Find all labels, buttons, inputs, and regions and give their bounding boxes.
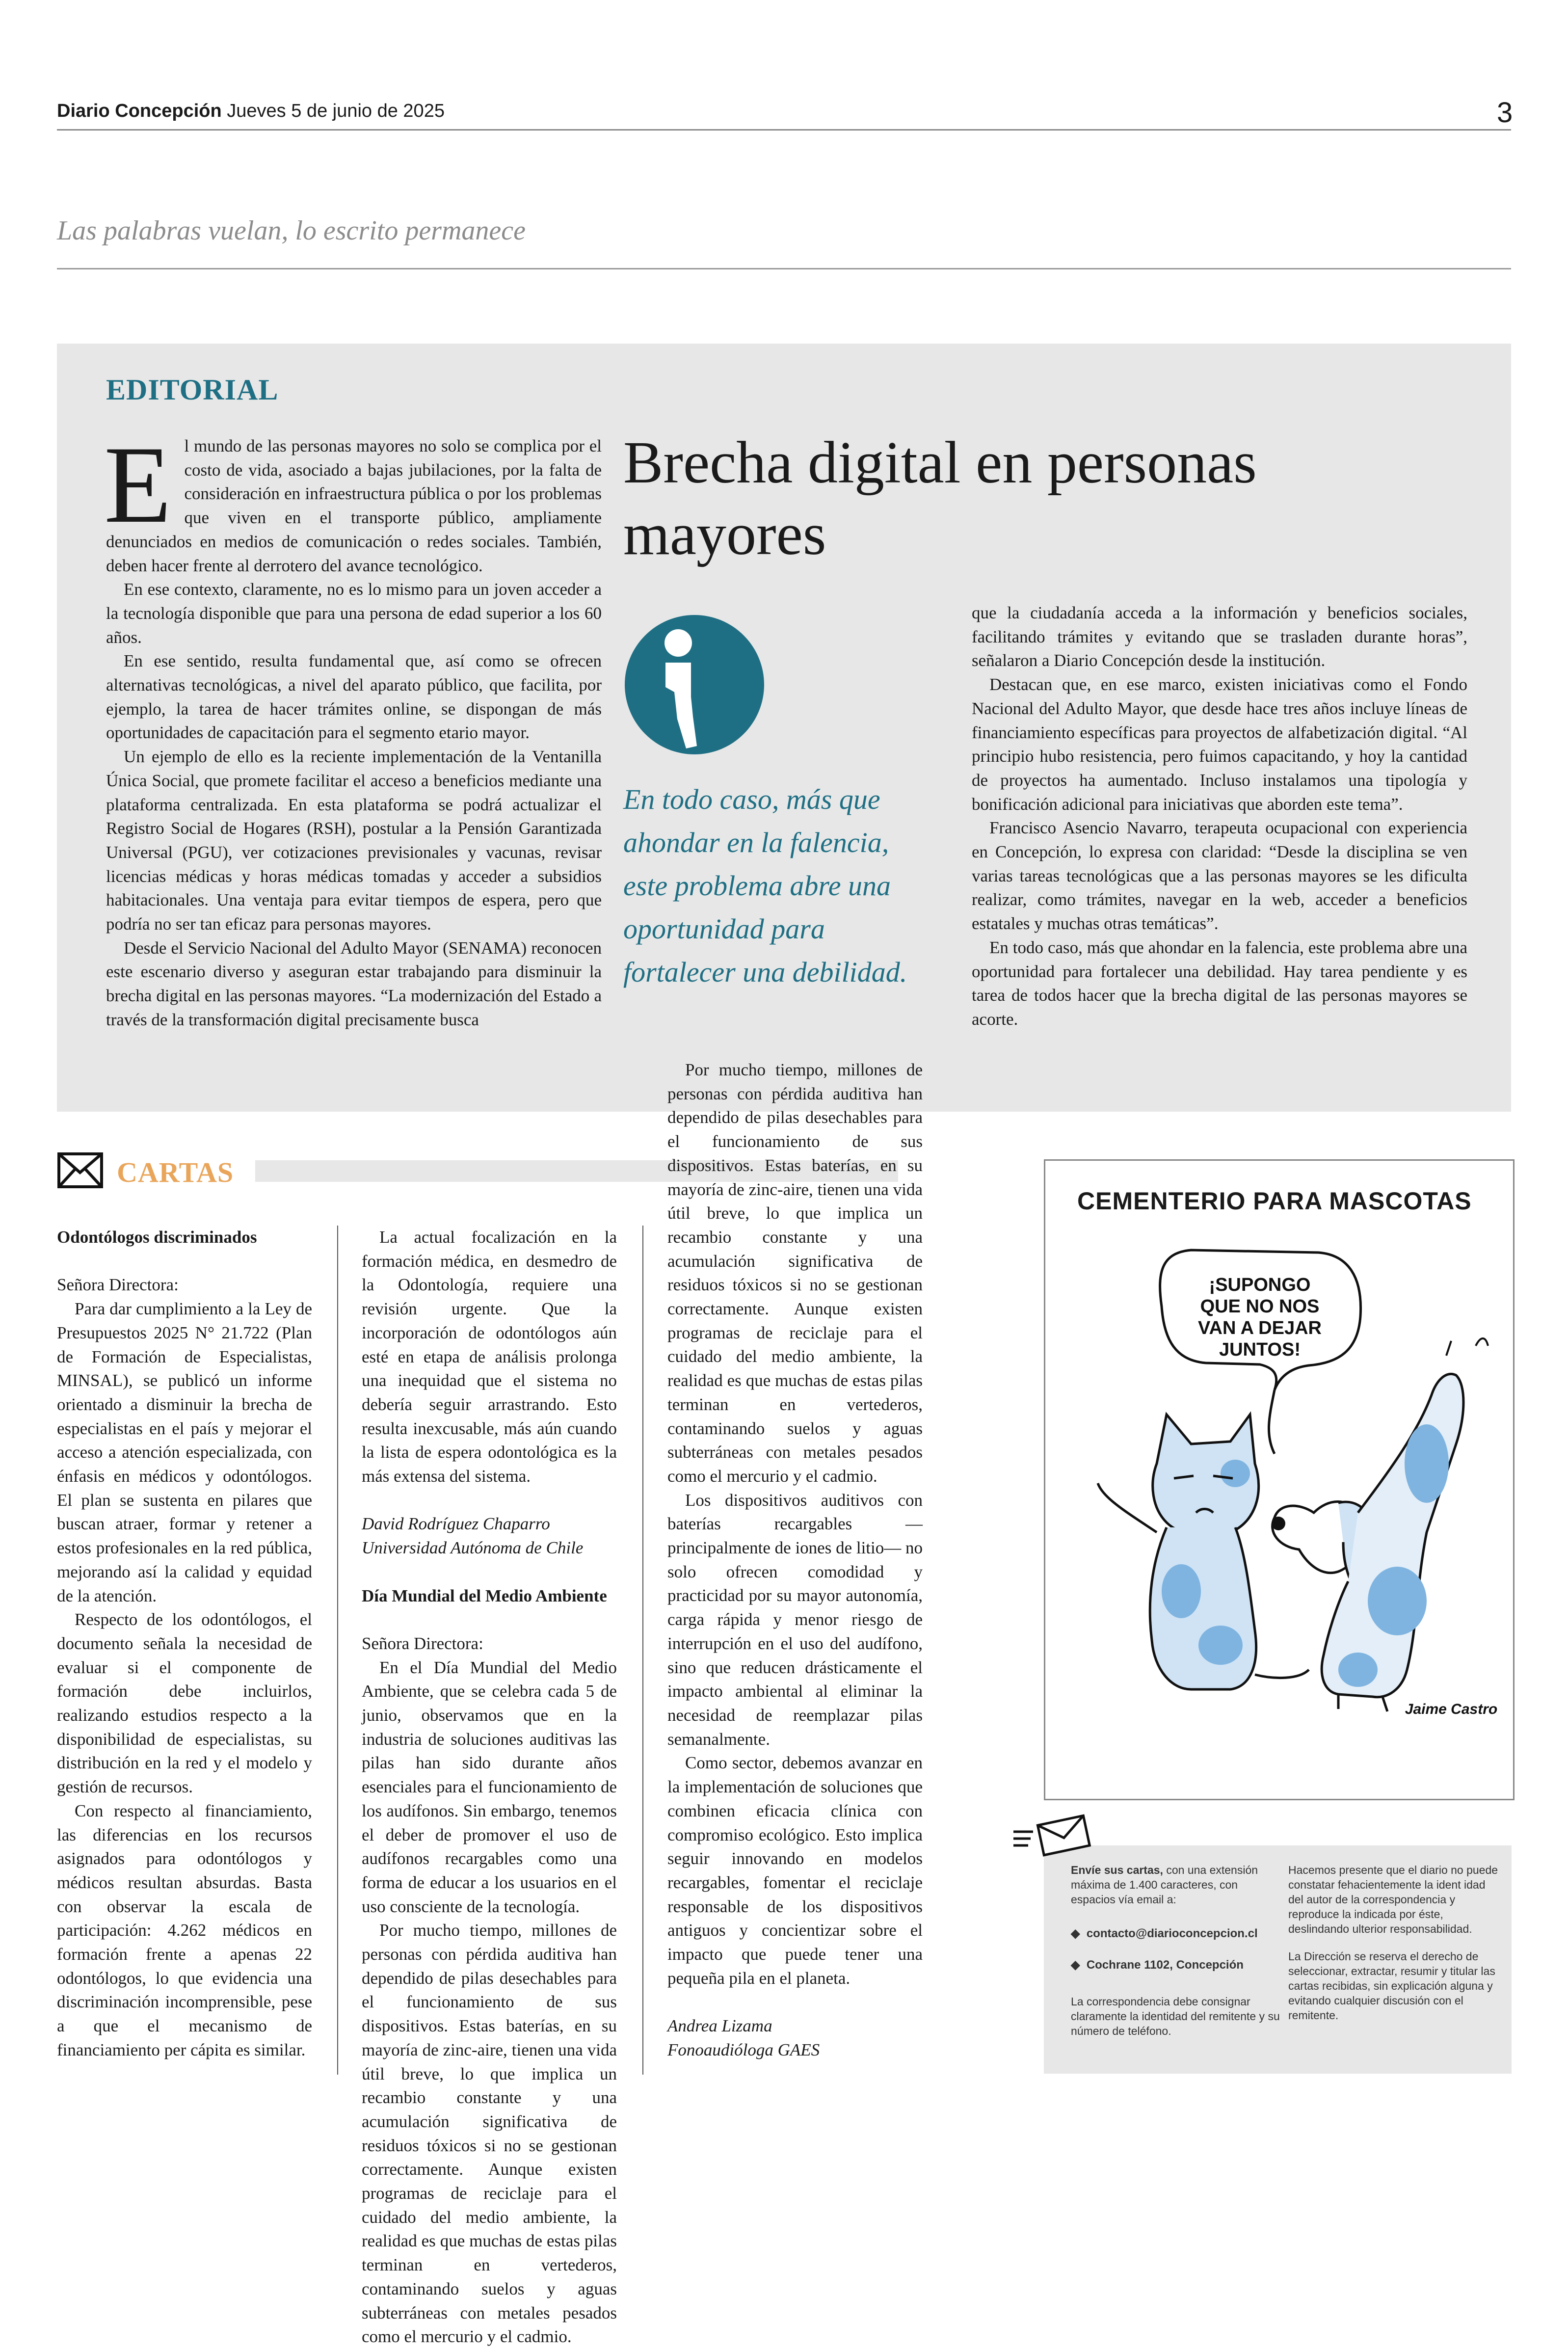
letter-affiliation: Fonoaudióloga GAES [667, 2040, 820, 2059]
info-note: Hacemos presente que el diario no puede constatar fehacientemente la ident idad del autor de la correspondencia y reproduce la indicada por éste, deslindando ulterior responsabilidad. [1288, 1864, 1498, 1935]
letter-signature: Andrea Lizama [667, 2016, 772, 2036]
letter-signature: David Rodríguez Chaparro [362, 1514, 550, 1534]
editorial-paragraph: En todo caso, más que ahondar en la falencia, este problema abre una oportunidad para fortalecer una debilidad. Hay tarea pendiente y es tarea de todos hacer que la brecha digital de las personas mayores se acorte. [972, 937, 1467, 1029]
letter-paragraph: En el Día Mundial del Medio Ambiente, que se celebra cada 5 de junio, observamos que en la industria de soluciones auditivas las pilas han sido durante años esenciales para el funcionamiento de los audífonos. Sin embargo, tenemos el deber de promover el uso de audífonos recargables como una forma de educar a los usuarios en el uso consciente de la tecnología. [362, 1657, 617, 1916]
info-note: La Dirección se reserva el derecho de seleccionar, extractar, resumir y titular las cartas recibidas, sin explicación alguna y evitando cualquier discusión con el remitente. [1288, 1950, 1495, 2022]
envelope-icon [57, 1152, 104, 1189]
editorial-paragraph: Destacan que, en ese marco, existen iniciativas como el Fondo Nacional del Adulto Mayor, que desde hace tres años incluye líneas de financiamiento específicas para proyectos de alfabetización digital. “Al principio hubo resistencia, pero fuimos capacitando, y hoy la cantidad de proyectos ha aumentado. Incluso instalamos una tipología y bonificación adicional para iniciativas que aborden este tema”. [972, 675, 1467, 814]
masthead [57, 101, 445, 122]
info-note: La correspondencia debe consignar claramente la identidad del remitente y su número de teléfono. [1071, 1995, 1280, 2037]
letter-paragraph: Con respecto al financiamiento, las diferencias en los recursos asignados para odontólogos y médicos resultan absurdas. Basta con observar la escala de participación: 4.262 médicos en formación frente a apenas 22 odontólogos, lo que evidencia una discriminación incomprensible, pese a que el mecanismo de financiamiento per cápita es similar. [57, 1801, 312, 2059]
contact-email[interactable]: contacto@diarioconcepcion.cl [1086, 1927, 1258, 1940]
publication-name: Diario Concepción [57, 101, 222, 121]
editorial-paragraph: En ese contexto, claramente, no es lo mismo para un joven acceder a la tecnología disponible que para una persona de edad superior a los 60 años. [106, 580, 602, 647]
editorial-paragraph: En ese sentido, resulta fundamental que, así como se ofrecen alternativas tecnológicas, a nivel del aparato público, que facilita, por ejemplo, la tarea de hacer trámites online, se dispongan de más oportunidades de capacitación para el segmento etario mayor. [106, 651, 602, 743]
publication-date: Jueves 5 de junio de 2025 [227, 101, 445, 121]
page-number: 3 [1497, 97, 1513, 129]
letter-continuation [667, 1060, 923, 2231]
editorial-paragraph: Un ejemplo de ello es la reciente implementación de la Ventanilla Única Social, que promete facilitar el acceso a beneficios mediante una plataforma centralizada. En esta plataforma se podrá actualizar el Registro Social de Hogares (RSH), postular a la Pensión Garantizada Universal (PGU), ver cotizaciones previsionales y vacunas, revisar licencias médicas y horas médicas tomadas y acceder a subsidios habitacionales. Una ventaja para evitar tiempos de espera, pero que podría no ser tan eficaz para personas mayores. [106, 747, 602, 934]
info-lead: Envíe sus cartas, [1071, 1864, 1163, 1876]
cartoon-title: CEMENTERIO PARA MASCOTAS [1077, 1187, 1472, 1215]
bullet-icon: ◆ [1071, 1958, 1080, 1972]
bullet-icon: ◆ [1071, 1927, 1080, 1940]
letter-affiliation: Universidad Autónoma de Chile [362, 1538, 584, 1558]
speech-line: ¡SUPONGO [1209, 1275, 1311, 1295]
editorial-paragraph: Francisco Asencio Navarro, terapeuta ocupacional con experiencia en Concepción, lo expresa con claridad: “Desde la disciplina se ven varias tareas tecnológicas que a las personas mayores se les dificulta realizar, como trámites, navegar en la web, acceder a beneficios estatales y muchas otras temáticas”. [972, 818, 1467, 934]
dog-figure [1272, 1338, 1488, 1711]
info-right-column [1288, 1858, 1499, 2023]
editorial-paragraph: que la ciudadanía acceda a la información y beneficios sociales, facilitando trámites y evitando que se trasladen durante horas”, señalaron a Diario Concepción desde la institución. [972, 603, 1467, 670]
cartoon-illustration [1044, 1159, 1512, 1797]
letter-paragraph: Respecto de los odontólogos, el documento señala la necesidad de evaluar si el componente de formación debe incluirlos, realizando estudios respecto a la disponibilidad de especialistas, su distribución en la red y el modelo y gestión de recursos. [57, 1610, 312, 1797]
info-lead-rest: con una extensión máxima de 1.400 caracteres, con espacios vía email a: [1071, 1864, 1258, 1906]
cartas-label: CARTAS [117, 1156, 234, 1188]
editorial-label: EDITORIAL [106, 374, 279, 406]
speech-line: QUE NO NOS [1200, 1296, 1320, 1317]
column-divider [642, 1226, 643, 2075]
letters-column-1 [57, 1226, 312, 2062]
editorial-title: Brecha digital en personas mayores [623, 429, 1257, 567]
letter-paragraph: Los dispositivos auditivos con baterías recargables —principalmente de iones de litio— no solo ofrecen comodidad y practicidad por su mayor autonomía, carga rápida y menor riesgo de interrupción en el uso del audífono, sino que reducen drásticamente el impacto ambiental al eliminar la necesidad de reemplazar pilas semanalmente. [667, 1490, 923, 1749]
letter-paragraph: Por mucho tiempo, millones de personas con pérdida auditiva han dependido de pilas desechables para el funcionamiento de sus dispositivos. Estas baterías, en su mayoría de zinc-aire, tienen una vida útil breve, lo que implica un recambio constante y una acumulación significativa de residuos tóxicos si no se gestionan correctamente. Aunque existen programas de reciclaje para el cuidado del medio ambiente, la realidad es que muchas de estas pilas terminan en vertederos, contaminando suelos y aguas subterráneas con metales pesados como el mercurio y el cadmio. [362, 1921, 617, 2347]
letters-column-3 [667, 1060, 923, 2231]
drop-cap: E [104, 423, 172, 546]
editorial-paragraph: Desde el Servicio Nacional del Adulto Mayor (SENAMA) reconocen este escenario diverso y aseguran estar trabajando para disminuir la brecha digital en las personas mayores. “La modernización del Estado a través de la transformación digital precisamente busca [106, 938, 602, 1029]
letters-column-2 [362, 1226, 617, 2347]
column-divider [337, 1226, 338, 2075]
editorial-column-1 [104, 423, 602, 1032]
letter-paragraph: Para dar cumplimiento a la Ley de Presupuestos 2025 N° 21.722 (Plan de Formación de Especialistas, MINSAL), se publicó un informe orientado a disminuir la brecha de especialistas en el país y mejorar el acceso a atención especializada, con énfasis en médicos y odontólogos. El plan se sustenta en pilares que buscan atraer, formar y retener a estos profesionales en la red pública, mejorando así la calidad y equidad de la atención. [57, 1299, 312, 1605]
envelope-icon [1011, 1811, 1094, 1855]
editorial-paragraph: l mundo de las personas mayores no solo se complica por el costo de vida, asociado a bajas jubilaciones, por la falta de consideración en infraestructura pública o por los problemas que viven en el transporte público, ampliamente denunciados en medios de comunicación o redes sociales. También, deben hacer frente al derrotero del avance tecnológico. [106, 436, 602, 575]
cartoonist-signature: Jaime Castro [1405, 1701, 1498, 1717]
editorial-column-3 [972, 601, 1467, 1032]
header-rule [57, 129, 1511, 131]
speech-line: JUNTOS! [1219, 1339, 1301, 1360]
letter-paragraph: Como sector, debemos avanzar en la implementación de soluciones que combinen eficacia clínica con compromiso ecológico. Esto implica seguir innovando en modelos recargables, fomentar el reciclaje responsable de los dispositivos antiguos y concientizar sobre el impacto que puede tener una pequeña pila en el planeta. [667, 1753, 923, 1988]
info-left-column [1071, 1858, 1282, 2038]
contact-address: Cochrane 1102, Concepción [1086, 1958, 1244, 1972]
letter-salutation: Señora Directora: [57, 1275, 179, 1295]
motto: Las palabras vuelan, lo escrito permanece [57, 215, 526, 246]
motto-rule [57, 268, 1511, 269]
letter-salutation: Señora Directora: [362, 1633, 483, 1653]
speech-line: VAN A DEJAR [1198, 1318, 1322, 1338]
letter-heading: Odontólogos discriminados [57, 1228, 257, 1247]
letter-paragraph: Por mucho tiempo, millones de personas con pérdida auditiva han dependido de pilas desechables para el funcionamiento de sus dispositivos. Estas baterías, en su mayoría de zinc-aire, tienen una vida útil breve, lo que implica un recambio constante y una acumulación significativa de residuos tóxicos si no se gestionan correctamente. Aunque existen programas de reciclaje para el cuidado del medio ambiente, la realidad es que muchas de estas pilas terminan en vertederos, contaminando suelos y aguas subterráneas con metales pesados como el mercurio y el cadmio. [667, 1060, 923, 1486]
letter-paragraph: La actual focalización en la formación médica, en desmedro de la Odontología, requiere una revisión urgente. Que la incorporación de odontólogos aún esté en etapa de análisis prolonga una inequidad que el sistema no debería seguir arrastrando. Esto resulta inexcusable, más aún cuando la lista de espera odontológica es la más extensa del sistema. [362, 1228, 617, 1486]
cat-figure [1098, 1415, 1309, 1689]
info-icon [623, 614, 766, 756]
letter-heading: Día Mundial del Medio Ambiente [362, 1586, 607, 1605]
pull-quote: En todo caso, más que ahondar en la falencia, este problema abre una oportunidad para fortalecer una debilidad. [623, 783, 907, 988]
